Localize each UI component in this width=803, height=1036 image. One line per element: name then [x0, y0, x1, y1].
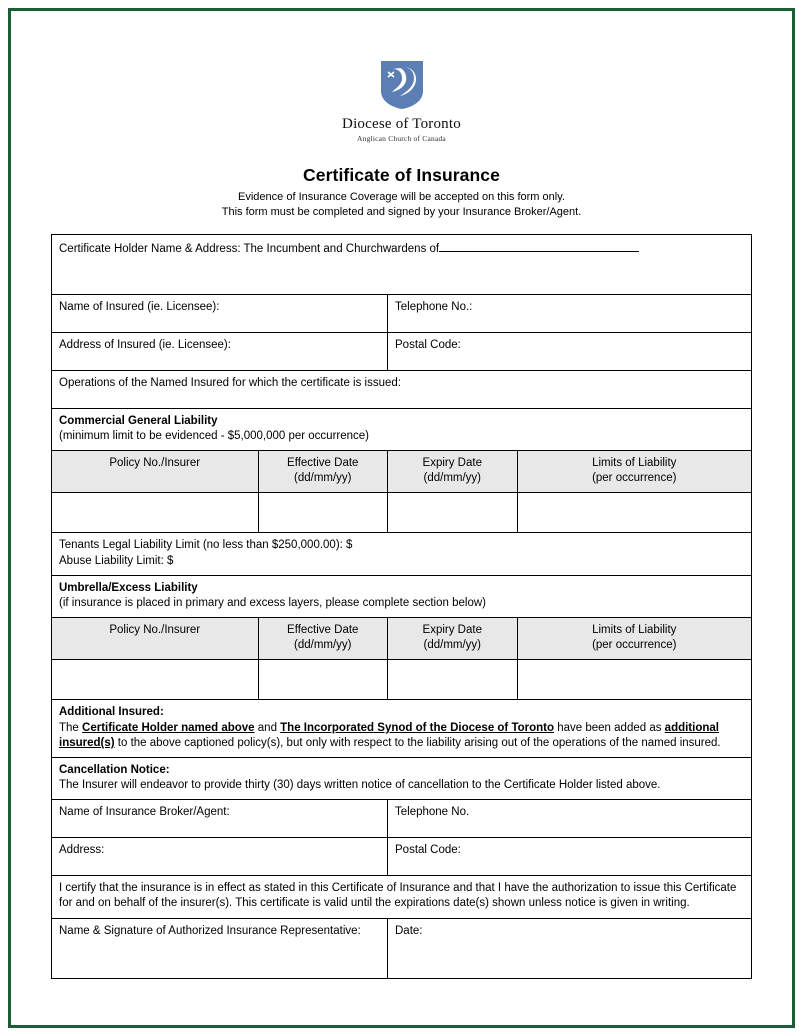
certificate-holder-blank[interactable]	[439, 240, 639, 252]
table-row	[52, 700, 752, 758]
postal-code-label: Postal Code:	[395, 338, 461, 351]
certification-text: I certify that the insurance is in effect as stated in this Certificate of Insurance and that I have the authorization to issue this Certificate for and on behalf of the insurer(s). This certificate is valid until the expirations date(s) shown unless notice is given in writing.	[59, 882, 737, 910]
cgl-col-effective-format: (dd/mm/yy)	[294, 472, 352, 485]
umbrella-col-limits	[517, 618, 752, 660]
table-row	[52, 876, 752, 918]
umbrella-heading-cell	[52, 575, 752, 617]
logo-subtitle: Anglican Church of Canada	[357, 134, 446, 143]
cgl-col-expiry-format: (dd/mm/yy)	[423, 472, 481, 485]
table-row	[52, 294, 752, 332]
document-sheet	[11, 11, 792, 1025]
cgl-col-limits	[517, 451, 752, 493]
table-row	[52, 234, 752, 294]
cgl-value-expiry[interactable]	[388, 493, 518, 533]
tenants-legal-liability-label: Tenants Legal Liability Limit (no less than $250,000.00): $	[59, 539, 353, 552]
table-row	[52, 575, 752, 617]
cgl-heading-cell	[52, 408, 752, 450]
umbrella-value-expiry[interactable]	[388, 660, 518, 700]
broker-address-label: Address:	[59, 844, 105, 857]
broker-name-cell[interactable]	[52, 800, 388, 838]
umbrella-note: (if insurance is placed in primary and excess layers, please complete section below)	[59, 596, 486, 609]
additional-insured-emph-1: Certificate Holder named above	[82, 721, 255, 734]
cancellation-text: The Insurer will endeavor to provide thirty (30) days written notice of cancellation to the Certificate Holder listed above.	[59, 779, 661, 792]
table-header-row	[52, 451, 752, 493]
additional-insured-emph-3: additional insured(s)	[59, 721, 719, 749]
cgl-col-effective-label: Effective Date	[287, 457, 359, 470]
operations-cell[interactable]	[52, 370, 752, 408]
cgl-title: Commercial General Liability	[59, 414, 218, 427]
subtitle-line-2: This form must be completed and signed by your Insurance Broker/Agent.	[221, 205, 582, 218]
broker-address-cell[interactable]	[52, 838, 388, 876]
umbrella-value-effective[interactable]	[258, 660, 388, 700]
tenants-abuse-cell[interactable]	[52, 533, 752, 575]
broker-postal-cell[interactable]	[388, 838, 752, 876]
table-row	[52, 408, 752, 450]
broker-postal-label: Postal Code:	[395, 844, 461, 857]
table-row	[52, 838, 752, 876]
signature-cell[interactable]	[52, 918, 388, 978]
table-row	[52, 918, 752, 978]
umbrella-value-policy[interactable]	[52, 660, 259, 700]
date-label: Date:	[395, 924, 423, 937]
table-row	[52, 493, 752, 533]
certification-cell	[52, 876, 752, 918]
cgl-col-effective	[258, 451, 388, 493]
certificate-holder-label: Certificate Holder Name & Address: The Incumbent and Churchwardens of	[59, 242, 440, 255]
additional-insured-title: Additional Insured:	[59, 706, 164, 719]
diocese-crest-icon	[373, 57, 431, 113]
umbrella-value-limits[interactable]	[517, 660, 752, 700]
additional-insured-text-b: and	[254, 721, 281, 734]
signature-label: Name & Signature of Authorized Insurance Representative:	[59, 924, 361, 937]
table-header-row	[52, 618, 752, 660]
umbrella-col-effective-format: (dd/mm/yy)	[294, 639, 352, 652]
broker-telephone-cell[interactable]	[388, 800, 752, 838]
cgl-col-expiry	[388, 451, 518, 493]
additional-insured-text-d: to the above captioned policy(s), but only with respect to the liability arising out of the operations of the named insured.	[114, 736, 721, 749]
broker-telephone-label: Telephone No.	[395, 806, 470, 819]
cgl-note: (minimum limit to be evidenced - $5,000,000 per occurrence)	[59, 429, 370, 442]
umbrella-col-expiry-label: Expiry Date	[422, 624, 482, 637]
additional-insured-text-c: have been added as	[554, 721, 665, 734]
name-of-insured-cell[interactable]	[52, 294, 388, 332]
cgl-col-policy	[52, 451, 259, 493]
telephone-cell[interactable]	[388, 294, 752, 332]
address-of-insured-label: Address of Insured (ie. Licensee):	[59, 338, 231, 351]
umbrella-col-effective	[258, 618, 388, 660]
table-row	[52, 800, 752, 838]
cgl-col-expiry-label: Expiry Date	[422, 457, 482, 470]
cgl-value-policy[interactable]	[52, 493, 259, 533]
table-row	[52, 533, 752, 575]
umbrella-col-limits-format: (per occurrence)	[592, 639, 677, 652]
page-border	[8, 8, 795, 1028]
certificate-holder-cell[interactable]	[52, 234, 752, 294]
telephone-label: Telephone No.:	[395, 300, 473, 313]
cancellation-title: Cancellation Notice:	[59, 763, 170, 776]
cgl-col-policy-label: Policy No./Insurer	[109, 457, 201, 470]
operations-label: Operations of the Named Insured for which the certificate is issued:	[59, 376, 401, 389]
additional-insured-emph-2: The Incorporated Synod of the Diocese of Toronto	[280, 721, 555, 734]
table-row	[52, 332, 752, 370]
table-row	[52, 370, 752, 408]
postal-code-cell[interactable]	[388, 332, 752, 370]
logo-title: Diocese of Toronto	[342, 116, 461, 132]
cgl-col-limits-label: Limits of Liability	[592, 457, 677, 470]
abuse-liability-label: Abuse Liability Limit: $	[59, 554, 174, 567]
cgl-value-limits[interactable]	[517, 493, 752, 533]
cgl-col-limits-format: (per occurrence)	[592, 472, 677, 485]
umbrella-col-limits-label: Limits of Liability	[592, 624, 677, 637]
umbrella-title: Umbrella/Excess Liability	[59, 581, 198, 594]
name-of-insured-label: Name of Insured (ie. Licensee):	[59, 300, 220, 313]
page-title: Certificate of Insurance	[303, 165, 500, 185]
additional-insured-cell	[52, 700, 752, 758]
certificate-form	[51, 234, 752, 979]
umbrella-col-policy	[52, 618, 259, 660]
cancellation-cell	[52, 757, 752, 799]
subtitle-line-1: Evidence of Insurance Coverage will be accepted on this form only.	[238, 191, 565, 203]
broker-name-label: Name of Insurance Broker/Agent:	[59, 806, 230, 819]
date-cell[interactable]	[388, 918, 752, 978]
umbrella-col-expiry	[388, 618, 518, 660]
table-row	[52, 757, 752, 799]
address-of-insured-cell[interactable]	[52, 332, 388, 370]
cgl-value-effective[interactable]	[258, 493, 388, 533]
additional-insured-text-a: The	[59, 721, 83, 734]
umbrella-col-policy-label: Policy No./Insurer	[109, 624, 201, 637]
umbrella-col-effective-label: Effective Date	[287, 624, 359, 637]
umbrella-col-expiry-format: (dd/mm/yy)	[423, 639, 481, 652]
logo-block	[51, 57, 752, 143]
table-row	[52, 660, 752, 700]
